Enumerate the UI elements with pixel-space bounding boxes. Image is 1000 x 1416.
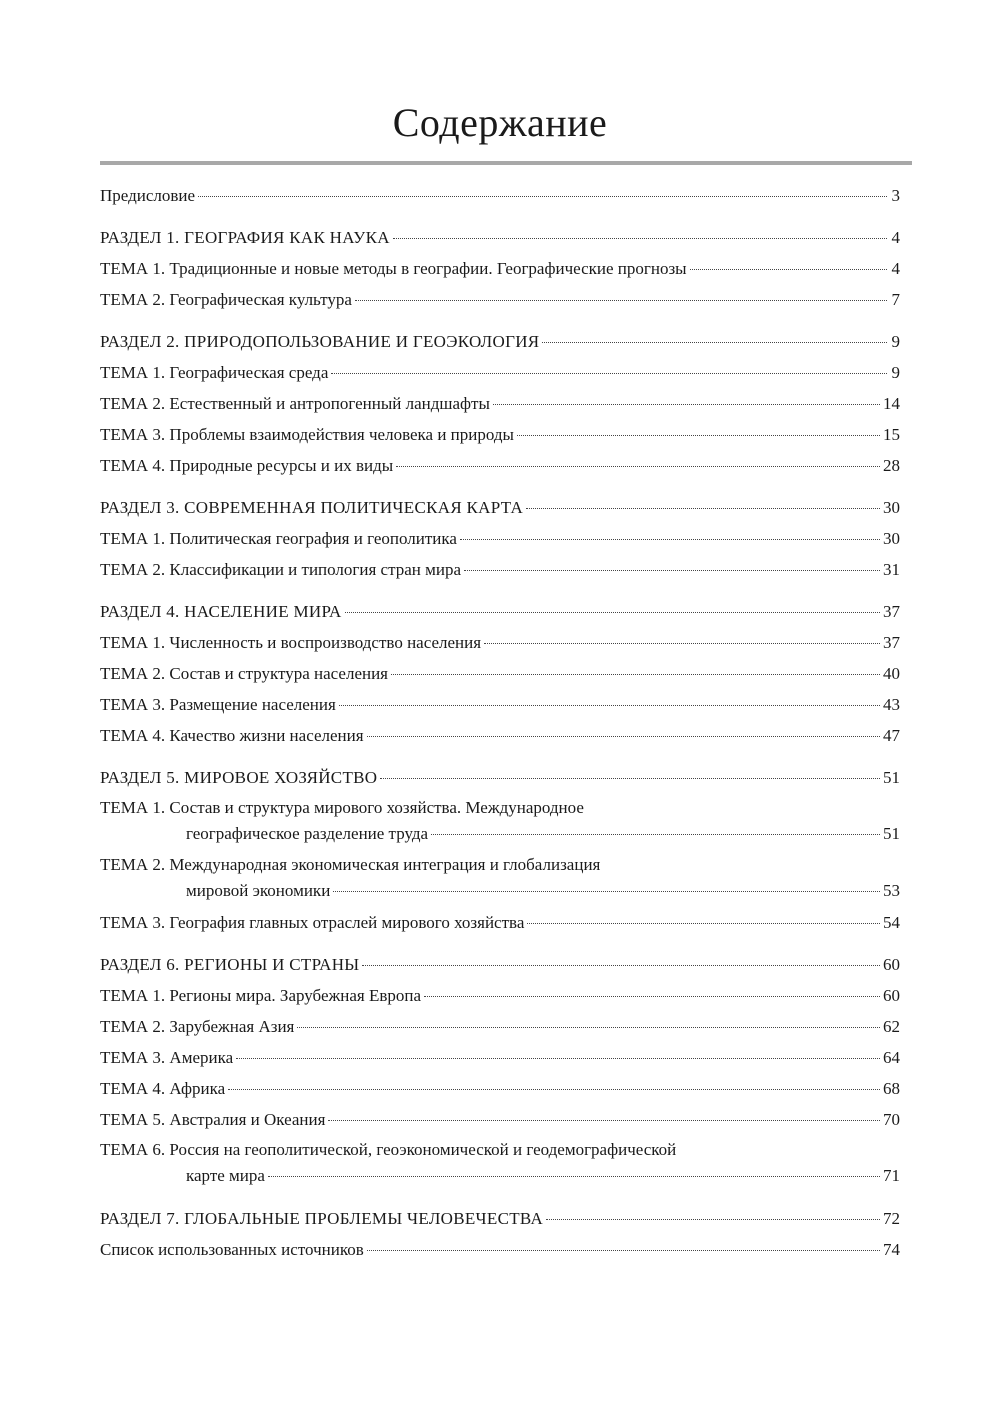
toc-entry-label: ТЕМА 4. Африка: [100, 1079, 226, 1098]
dot-leader: [268, 1176, 880, 1177]
toc-entry[interactable]: [100, 627, 900, 658]
dot-leader: [542, 342, 887, 343]
toc-page-number: 70: [883, 1110, 900, 1129]
dot-leader: [391, 674, 880, 675]
toc-entry-label: ТЕМА 1. Численность и воспроизводство населения: [100, 633, 482, 652]
dot-leader: [367, 1250, 880, 1251]
toc-page-number: 9: [891, 363, 900, 382]
toc-section-entry[interactable]: [100, 949, 900, 980]
toc-entry[interactable]: [100, 388, 900, 419]
dot-leader: [228, 1089, 880, 1090]
dot-leader: [297, 1027, 880, 1028]
toc-entry-label: ТЕМА 4. Качество жизни населения: [100, 726, 364, 745]
toc-group: [100, 762, 900, 938]
toc-group: [100, 222, 900, 315]
toc-page-number: 62: [883, 1017, 900, 1036]
toc-entry-continuation: географическое разделение труда: [186, 824, 429, 843]
toc-group: [100, 949, 900, 1192]
toc-section-entry[interactable]: [100, 326, 900, 357]
toc-entry-label: ТЕМА 1. Традиционные и новые методы в географии. Географические прогнозы: [100, 259, 687, 278]
dot-leader: [460, 539, 880, 540]
toc-page-number: 54: [883, 913, 900, 932]
toc-entry[interactable]: [100, 720, 900, 751]
toc-entry[interactable]: [100, 658, 900, 689]
toc-entry[interactable]: [100, 523, 900, 554]
toc-section-entry[interactable]: [100, 762, 900, 793]
toc-entry-label: РАЗДЕЛ 5. МИРОВОЕ ХОЗЯЙСТВО: [100, 768, 378, 787]
toc-page-number: 74: [883, 1240, 900, 1259]
title-divider: [100, 161, 912, 165]
toc-group: [100, 180, 900, 211]
toc-section-entry[interactable]: [100, 1203, 900, 1234]
toc-page-number: 15: [883, 425, 900, 444]
toc-entry-label: ТЕМА 3. Проблемы взаимодействия человека и природы: [100, 425, 514, 444]
toc-entry[interactable]: [100, 1073, 900, 1104]
toc-page-number: 3: [891, 186, 900, 205]
toc-entry-label: РАЗДЕЛ 7. ГЛОБАЛЬНЫЕ ПРОБЛЕМЫ ЧЕЛОВЕЧЕСТВА: [100, 1209, 544, 1228]
toc-entry-label: ТЕМА 1. Географическая среда: [100, 363, 329, 382]
dot-leader: [362, 965, 880, 966]
dot-leader: [333, 891, 880, 892]
dot-leader: [527, 923, 880, 924]
dot-leader: [393, 238, 887, 239]
toc-entry-label: ТЕМА 5. Австралия и Океания: [100, 1110, 326, 1129]
page-title: Содержание: [392, 100, 608, 145]
toc-page-number: 4: [891, 259, 900, 278]
toc-page-number: 60: [883, 986, 900, 1005]
toc-entry-label: РАЗДЕЛ 6. РЕГИОНЫ И СТРАНЫ: [100, 955, 360, 974]
dot-leader: [198, 196, 887, 197]
toc-page-number: 37: [883, 633, 900, 652]
toc-entry-continuation: мировой экономики: [186, 881, 331, 900]
dot-leader: [331, 373, 887, 374]
toc-page-number: 51: [883, 768, 900, 787]
toc-entry[interactable]: [100, 554, 900, 585]
toc-entry[interactable]: [100, 1011, 900, 1042]
toc-page-number: 14: [883, 394, 900, 413]
dot-leader: [493, 404, 880, 405]
toc-page-number: 30: [883, 498, 900, 517]
toc-group: [100, 492, 900, 585]
toc-page-number: 7: [891, 290, 900, 309]
dot-leader: [690, 269, 887, 270]
dot-leader: [546, 1219, 880, 1220]
toc-entry[interactable]: [100, 357, 900, 388]
dot-leader: [396, 466, 880, 467]
toc-entry-label: ТЕМА 2. Классификации и типология стран мира: [100, 560, 462, 579]
toc-entry-continuation: карте мира: [186, 1166, 265, 1185]
dot-leader: [517, 435, 880, 436]
toc-entry-label: РАЗДЕЛ 3. СОВРЕМЕННАЯ ПОЛИТИЧЕСКАЯ КАРТА: [100, 498, 524, 517]
toc-page-number: 28: [883, 456, 900, 475]
toc-page-number: 47: [883, 726, 900, 745]
dot-leader: [526, 508, 880, 509]
toc-page-number: 71: [883, 1166, 900, 1185]
toc-section-entry[interactable]: [100, 222, 900, 253]
dot-leader: [431, 834, 880, 835]
toc-entry-label: Предисловие: [100, 186, 196, 205]
dot-leader: [464, 570, 880, 571]
toc-page-number: 53: [883, 881, 900, 900]
toc-entry[interactable]: [100, 1234, 900, 1265]
toc-page-number: 40: [883, 664, 900, 683]
toc-entry-label: ТЕМА 3. Размещение населения: [100, 695, 336, 714]
dot-leader: [380, 778, 880, 779]
toc-page-number: 72: [883, 1209, 900, 1228]
toc-entry-label: ТЕМА 6. Россия на геополитической, геоэкономической и геодемографической: [100, 1140, 677, 1159]
toc-page-number: 68: [883, 1079, 900, 1098]
dot-leader: [355, 300, 887, 301]
toc-page-number: 37: [883, 602, 900, 621]
toc-entry-label: ТЕМА 4. Природные ресурсы и их виды: [100, 456, 394, 475]
dot-leader: [236, 1058, 880, 1059]
toc-entry-label: ТЕМА 2. Зарубежная Азия: [100, 1017, 295, 1036]
toc-page-number: 31: [883, 560, 900, 579]
toc-entry-label: РАЗДЕЛ 2. ПРИРОДОПОЛЬЗОВАНИЕ И ГЕОЭКОЛОГИЯ: [100, 332, 540, 351]
toc-entry[interactable]: [100, 1104, 900, 1135]
table-of-contents: [100, 180, 900, 1276]
toc-entry-label: ТЕМА 1. Состав и структура мирового хозяйства. Международное: [100, 798, 584, 817]
toc-entry[interactable]: [100, 850, 900, 907]
toc-entry-label: ТЕМА 2. Состав и структура населения: [100, 664, 389, 683]
toc-page-number: 9: [891, 332, 900, 351]
toc-entry-label: ТЕМА 2. Географическая культура: [100, 290, 352, 309]
toc-section-entry[interactable]: [100, 492, 900, 523]
toc-entry-label: ТЕМА 3. Америка: [100, 1048, 234, 1067]
toc-entry-label: РАЗДЕЛ 4. НАСЕЛЕНИЕ МИРА: [100, 602, 342, 621]
toc-group: [100, 596, 900, 751]
toc-entry[interactable]: [100, 1135, 900, 1192]
toc-page-number: 30: [883, 529, 900, 548]
toc-entry[interactable]: [100, 253, 900, 284]
toc-group: [100, 1203, 900, 1265]
toc-entry[interactable]: [100, 419, 900, 450]
toc-page-number: 64: [883, 1048, 900, 1067]
toc-entry[interactable]: [100, 907, 900, 938]
dot-leader: [484, 643, 880, 644]
toc-entry[interactable]: [100, 450, 900, 481]
dot-leader: [367, 736, 880, 737]
toc-entry[interactable]: [100, 793, 900, 850]
dot-leader: [345, 612, 880, 613]
toc-entry[interactable]: [100, 284, 900, 315]
dot-leader: [328, 1120, 880, 1121]
dot-leader: [339, 705, 880, 706]
toc-page-number: 43: [883, 695, 900, 714]
toc-group: [100, 326, 900, 481]
toc-entry[interactable]: [100, 1042, 900, 1073]
toc-entry[interactable]: [100, 180, 900, 211]
dot-leader: [424, 996, 880, 997]
toc-page-number: 60: [883, 955, 900, 974]
toc-entry-label: ТЕМА 1. Политическая география и геополитика: [100, 529, 457, 548]
toc-entry-label: Список использованных источников: [100, 1240, 364, 1259]
toc-page-number: 4: [891, 228, 900, 247]
toc-page-number: 51: [883, 824, 900, 843]
toc-entry-label: ТЕМА 2. Естественный и антропогенный ландшафты: [100, 394, 490, 413]
toc-entry-label: ТЕМА 2. Международная экономическая интеграция и глобализация: [100, 855, 601, 874]
toc-section-entry[interactable]: [100, 596, 900, 627]
toc-entry-label: ТЕМА 3. География главных отраслей мирового хозяйства: [100, 913, 525, 932]
toc-entry[interactable]: [100, 980, 900, 1011]
toc-entry-label: РАЗДЕЛ 1. ГЕОГРАФИЯ КАК НАУКА: [100, 228, 390, 247]
toc-entry-label: ТЕМА 1. Регионы мира. Зарубежная Европа: [100, 986, 422, 1005]
toc-entry[interactable]: [100, 689, 900, 720]
